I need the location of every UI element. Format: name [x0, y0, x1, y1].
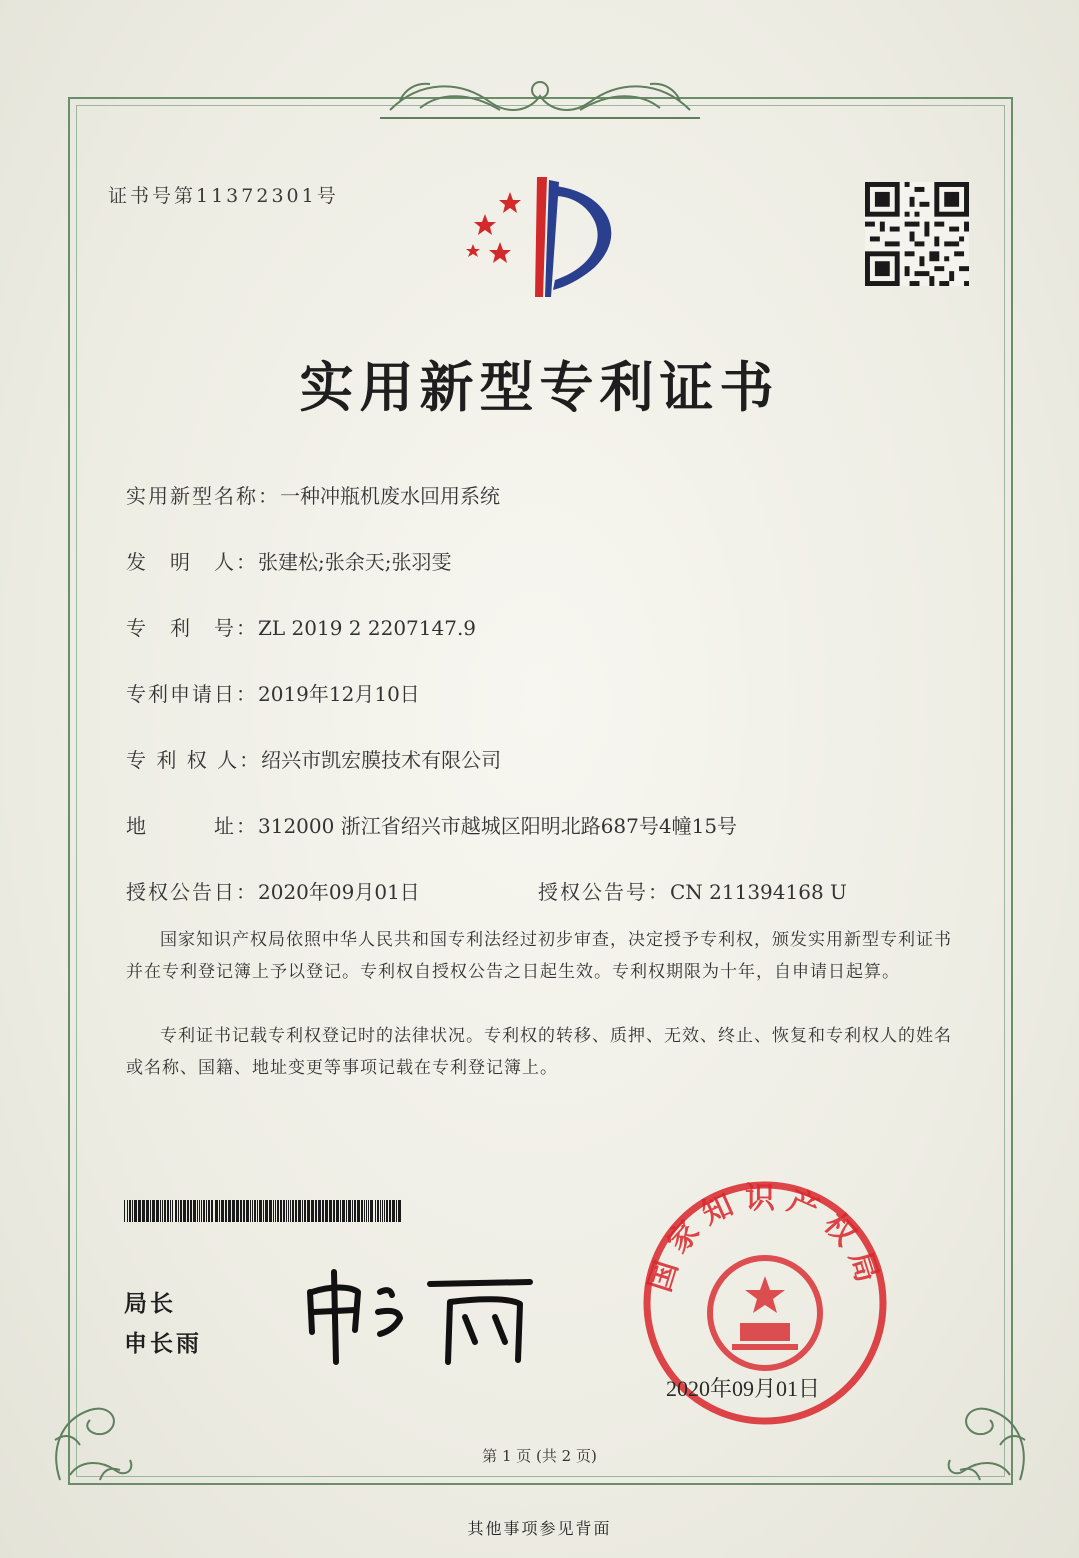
field-inventor — [126, 546, 451, 575]
field-label: 专 利 号： — [126, 616, 258, 640]
certificate-number: 证书号第11372301号 — [108, 185, 339, 207]
field-label: 专 利 权 人： — [126, 748, 262, 772]
footer-note: 其他事项参见背面 — [467, 1519, 612, 1538]
field-value: 2019年12月10日 — [258, 682, 420, 706]
qr-code — [862, 182, 972, 286]
seal-text: 国家知识产权局 — [642, 1181, 888, 1297]
barcode — [124, 1200, 404, 1222]
field-grant-number — [538, 876, 847, 905]
field-value: 一种冲瓶机废水回用系统 — [280, 484, 500, 508]
field-label: 授权公告号： — [538, 880, 670, 904]
field-label: 地 址： — [126, 814, 258, 838]
field-patentee — [126, 744, 501, 773]
field-utility-model-name — [126, 480, 500, 509]
field-value: 张建松;张余天;张羽雯 — [258, 550, 452, 574]
field-label: 实用新型名称： — [126, 484, 280, 508]
field-filing-date — [126, 678, 420, 707]
top-ornament — [380, 70, 700, 124]
field-label: 专利申请日： — [126, 682, 258, 706]
field-patent-number — [126, 612, 476, 641]
field-address — [126, 810, 737, 839]
body-paragraph-2: 专利证书记载专利权登记时的法律状况。专利权的转移、质押、无效、终止、恢复和专利权人的姓名或名称、国籍、地址变更等事项记载在专利登记簿上。 — [126, 1026, 952, 1078]
page-number: 第 1 页 (共 2 页) — [482, 1447, 597, 1465]
seal-date: 2020年09月01日 — [666, 1376, 821, 1401]
field-label: 授权公告日： — [126, 880, 258, 904]
field-value: 2020年09月01日 — [258, 880, 420, 904]
director-name: 申长雨 — [124, 1331, 202, 1357]
bottom-left-ornament — [40, 1380, 150, 1490]
field-value: 绍兴市凯宏膜技术有限公司 — [261, 748, 502, 772]
field-value: 312000 浙江省绍兴市越城区阳明北路687号4幢15号 — [258, 814, 738, 838]
director-signature — [300, 1262, 540, 1372]
cnipa-emblem-icon — [455, 172, 625, 302]
field-value: ZL 2019 2 2207147.9 — [258, 616, 477, 640]
field-label: 发 明 人： — [126, 550, 258, 574]
field-grant-date — [126, 876, 420, 905]
bottom-right-ornament — [930, 1380, 1040, 1490]
certificate-title: 实用新型专利证书 — [299, 356, 780, 419]
director-title: 局长 — [124, 1291, 176, 1317]
field-value: CN 211394168 U — [670, 880, 847, 904]
body-paragraph-1: 国家知识产权局依照中华人民共和国专利法经过初步审查，决定授予专利权，颁发实用新型专利证书并在专利登记簿上予以登记。专利权自授权公告之日起生效。专利权期限为十年，自申请日起算。 — [126, 930, 952, 982]
